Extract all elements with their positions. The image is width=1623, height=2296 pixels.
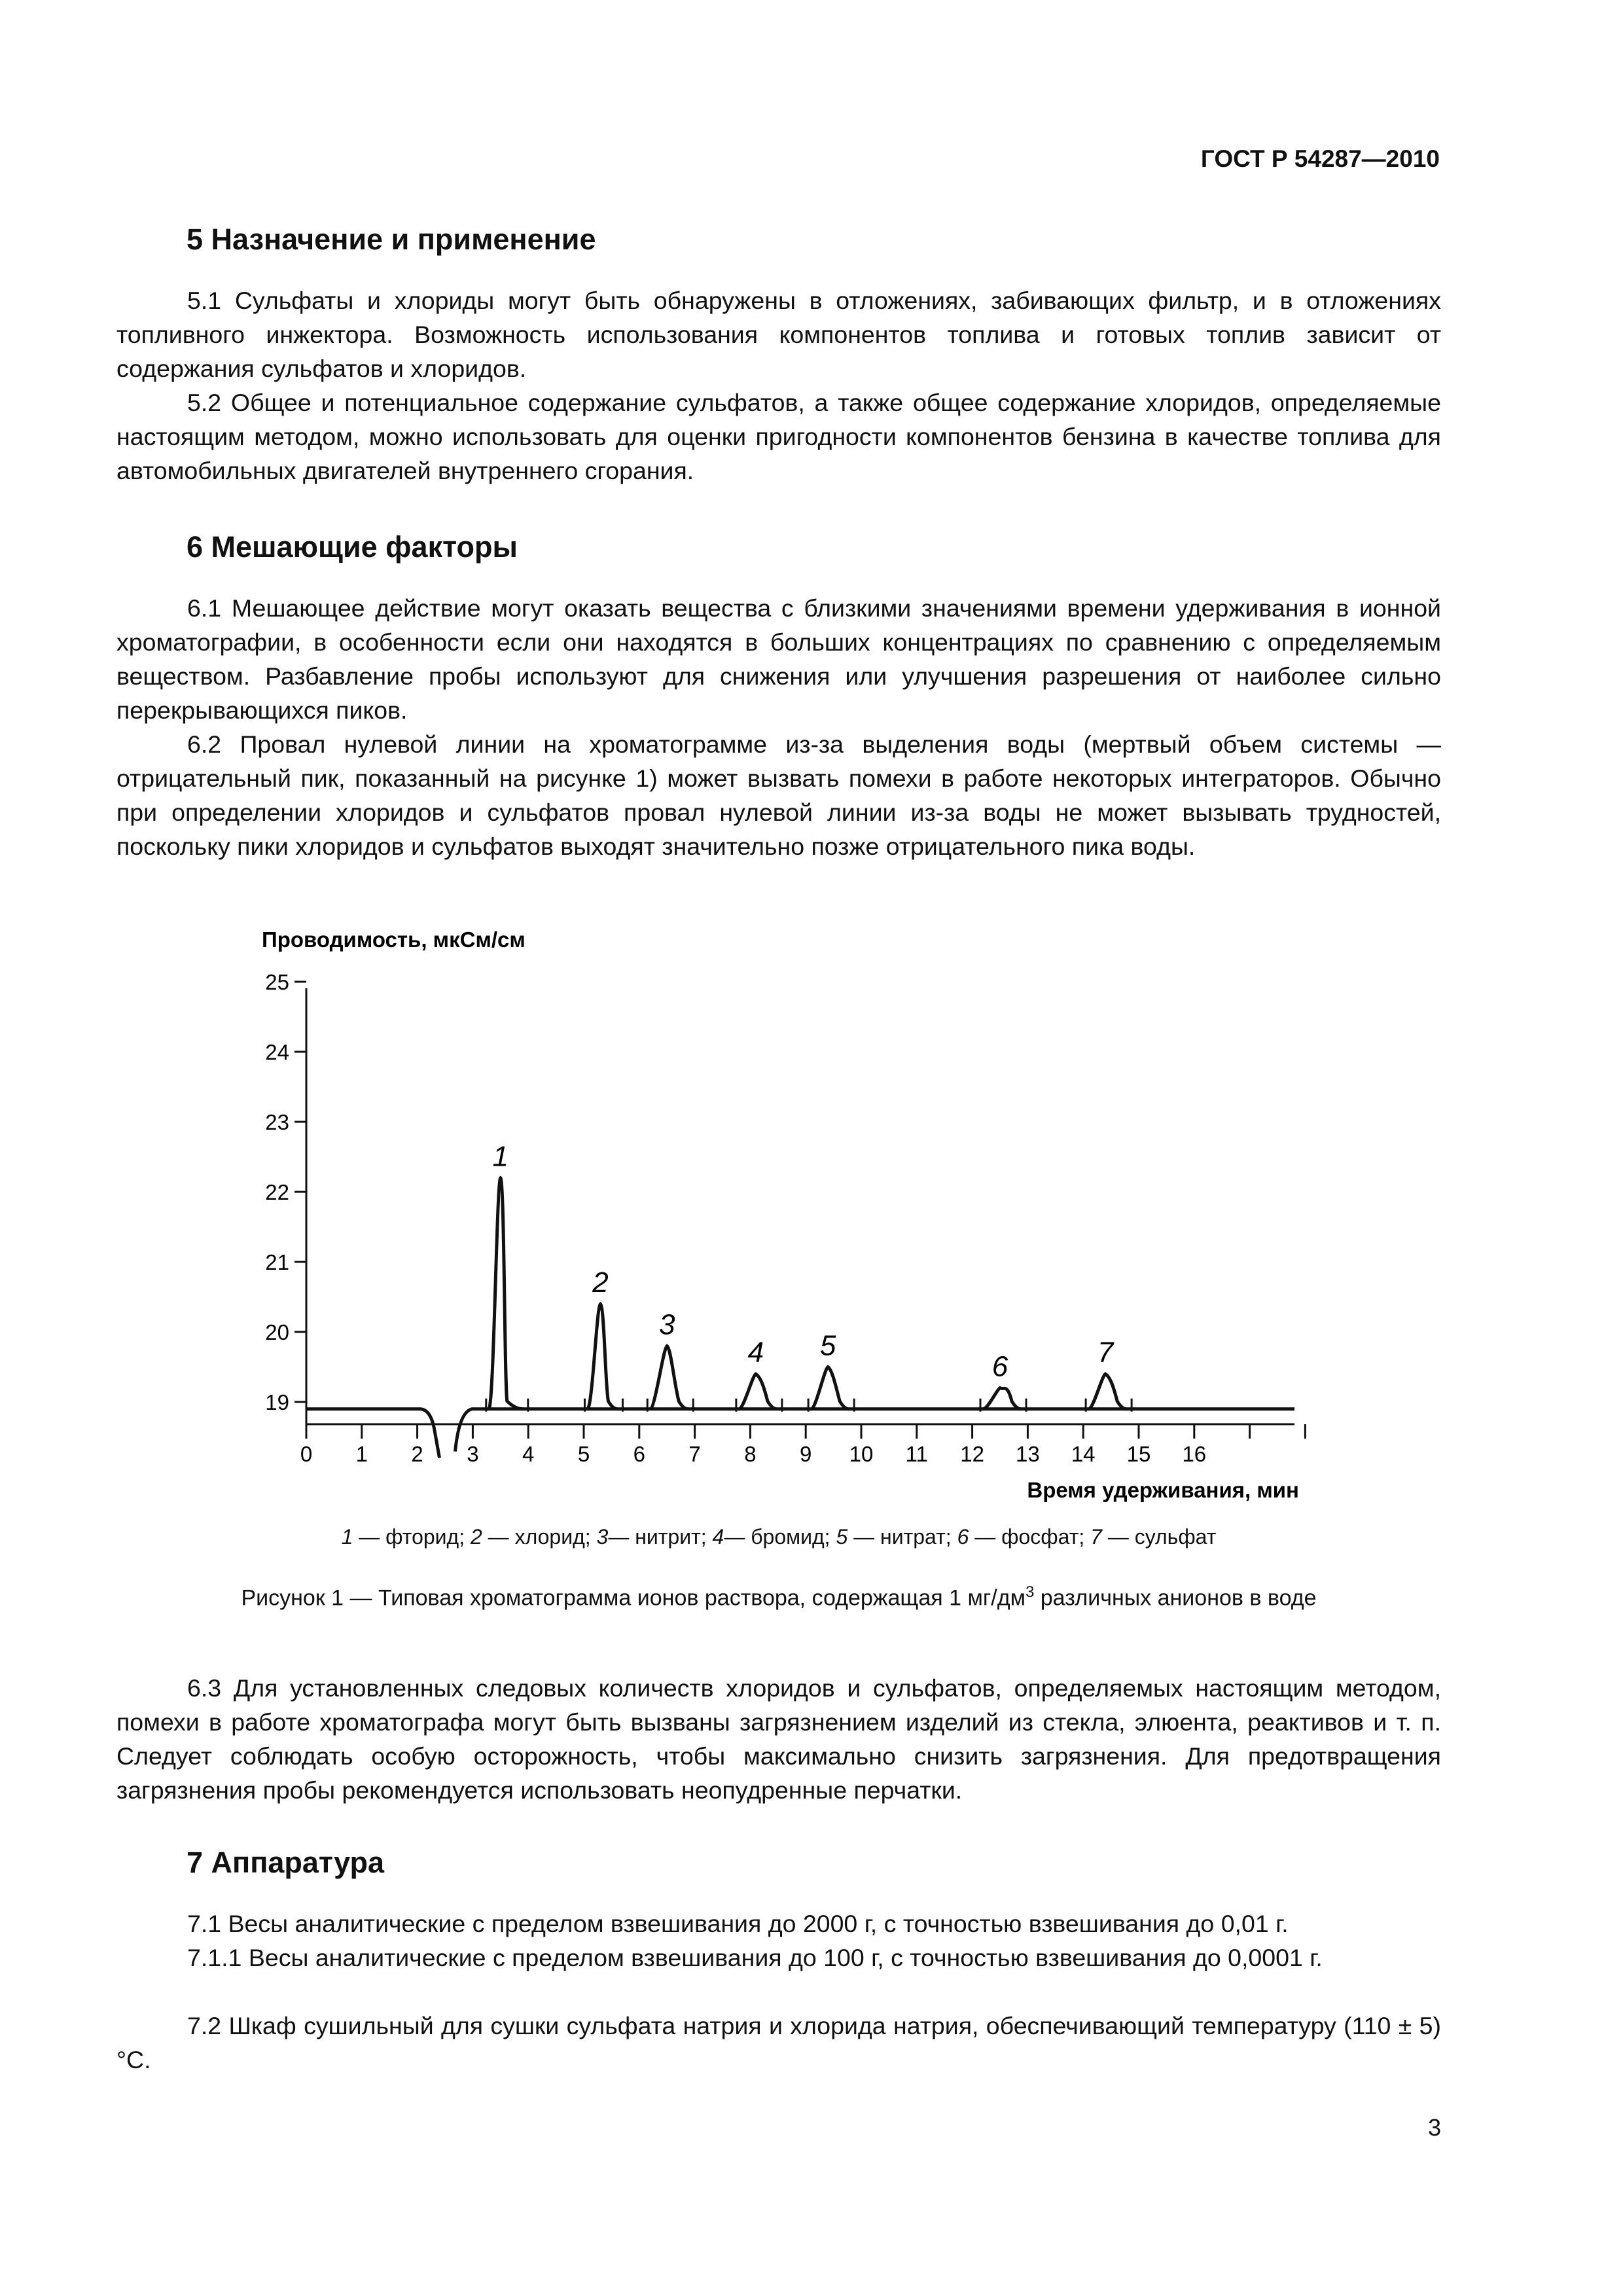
legend-text: — сульфат [1101, 1525, 1217, 1549]
x-tick-label: 11 [905, 1442, 928, 1466]
y-tick-label: 20 [265, 1320, 289, 1344]
x-tick-label: 4 [522, 1442, 535, 1466]
paragraph-6-3 [116, 1671, 1441, 1807]
x-tick-label: 1 [355, 1442, 368, 1466]
legend-number: 6 [957, 1525, 969, 1549]
peak-2 [587, 1304, 617, 1409]
paragraph-7-2 [116, 2009, 1441, 2077]
x-tick-label: 13 [1016, 1442, 1040, 1466]
peak-3 [650, 1346, 688, 1408]
legend-text: — нитрат; [847, 1525, 957, 1549]
y-tick-label: 24 [265, 1040, 289, 1064]
peak-6 [983, 1388, 1021, 1409]
x-tick-label: 16 [1182, 1442, 1207, 1466]
y-tick-label: 19 [265, 1390, 289, 1414]
legend-number: 7 [1090, 1525, 1102, 1549]
caption-text: Рисунок 1 — Типовая хроматограмма ионов раствора, содержащая 1 мг/дм [241, 1585, 1026, 1611]
y-tick-label: 22 [265, 1180, 289, 1204]
legend-text: — фосфат; [969, 1525, 1091, 1549]
x-tick-label: 2 [411, 1442, 423, 1466]
peak-4 [739, 1374, 777, 1409]
peak-label: 1 [492, 1140, 509, 1173]
section-6-title: 6 Мешающие факторы [187, 530, 518, 564]
x-tick-label: 0 [300, 1442, 313, 1466]
paragraph-7-1 [116, 1907, 1441, 1941]
y-tick-label: 23 [265, 1110, 289, 1134]
x-tick-label: 3 [467, 1442, 479, 1466]
peak-label: 2 [592, 1266, 609, 1299]
x-tick-label: 12 [960, 1442, 984, 1466]
peak-label: 6 [991, 1350, 1008, 1383]
paragraph-5-2-text: 5.2 Общее и потенциальное содержание сульфатов, а также общее содержание хлоридов, определяемые настоящим методом, можно использовать для оценки пригодности компонентов бензина в качестве топлива для автомобильных двигателей внутреннего сгорания. [116, 389, 1441, 484]
paragraph-6-2-text: 6.2 Провал нулевой линии на хроматограмме из-за выделения воды (мертвый объем системы — отрицательный пик, показанный на рисунке 1) может вызвать помехи в работе некоторых интеграторов. Обычно при определении хлоридов и сульфатов провал нулевой линии из-за воды не может вызывать трудностей, поскольку пики хлоридов и сульфатов выходят значительно позже отрицательного пика воды. [116, 730, 1441, 860]
paragraph-5-1-text: 5.1 Сульфаты и хлориды могут быть обнаружены в отложениях, забивающих фильтр, и в отложениях топливного инжектора. Возможность использования компонентов топлива и готовых топлив зависит от содержания сульфатов и хлоридов. [116, 287, 1441, 382]
x-tick-label: 7 [688, 1442, 701, 1466]
document-code: ГОСТ Р 54287—2010 [1200, 145, 1440, 172]
paragraph-7-2-text: 7.2 Шкаф сушильный для сушки сульфата натрия и хлорида натрия, обеспечивающий температуру (110 ± 5) °C. [116, 2012, 1441, 2073]
x-tick-label: 10 [849, 1442, 874, 1466]
legend-number: 4 [712, 1525, 724, 1549]
legend-number: 1 [341, 1525, 353, 1549]
peak-label: 7 [1097, 1336, 1114, 1369]
chromatogram-chart [0, 903, 1623, 1512]
x-tick-label: 8 [744, 1442, 757, 1466]
paragraph-7-1-1-text: 7.1.1 Весы аналитические с пределом взвешивания до 100 г, с точностью взвешивания до 0,0001 г. [187, 1944, 1323, 1971]
peak-label: 5 [819, 1329, 836, 1362]
peak-label: 3 [658, 1308, 675, 1341]
legend-number: 2 [470, 1525, 482, 1549]
paragraph-7-1-1 [116, 1941, 1441, 1975]
x-tick-label: 15 [1126, 1442, 1151, 1466]
page-number: 3 [1427, 2114, 1441, 2141]
y-tick-label: 25 [265, 970, 289, 994]
paragraph-5-2 [116, 386, 1441, 488]
x-tick-label: 5 [577, 1442, 590, 1466]
figure-caption [116, 1583, 1441, 1611]
y-axis-label: Проводимость, мкСм/см [262, 927, 526, 952]
peak-5 [811, 1367, 849, 1409]
caption-text-end: различных анионов в воде [1034, 1585, 1317, 1611]
x-tick-label: 9 [800, 1442, 812, 1466]
section-7-title: 7 Аппаратура [187, 1846, 385, 1879]
figure-legend [116, 1525, 1441, 1549]
x-tick-label: 14 [1071, 1442, 1096, 1466]
paragraph-6-2 [116, 727, 1441, 863]
legend-text: — нитрит; [608, 1525, 713, 1549]
paragraph-7-1-text: 7.1 Весы аналитические с пределом взвешивания до 2000 г, с точностью взвешивания до 0,01 г. [187, 1910, 1289, 1937]
legend-number: 3 [596, 1525, 609, 1549]
legend-text: — фторид; [353, 1525, 471, 1549]
paragraph-6-1-text: 6.1 Мешающее действие могут оказать вещества с близкими значениями времени удерживания в ионной хроматографии, в особенности если они находятся в больших концентрациях по сравнению с определяемым веществом. Разбавление пробы используют для снижения или улучшения разрешения от наиболее сильно перекрывающихся пиков. [116, 594, 1441, 724]
y-tick-label: 21 [265, 1250, 289, 1274]
peak-1 [489, 1178, 523, 1409]
paragraph-6-1 [116, 591, 1441, 727]
caption-superscript: 3 [1025, 1583, 1035, 1601]
legend-text: — бромид; [724, 1525, 836, 1549]
paragraph-5-1 [116, 283, 1441, 386]
x-tick-label: 6 [633, 1442, 645, 1466]
peak-7 [1088, 1374, 1126, 1409]
section-5-title: 5 Назначение и применение [187, 223, 596, 256]
peak-label: 4 [747, 1336, 764, 1369]
paragraph-6-3-text: 6.3 Для установленных следовых количеств хлоридов и сульфатов, определяемых настоящим методом, помехи в работе хроматографа могут быть вызваны загрязнением изделий из стекла, элюента, реактивов и т. п. Следует соблюдать особую осторожность, чтобы максимально снизить загрязнения. Для предотвращения загрязнения пробы рекомендуется использовать неопудренные перчатки. [116, 1674, 1441, 1804]
legend-number: 5 [836, 1525, 848, 1549]
x-axis-label: Время удерживания, мин [1027, 1478, 1299, 1502]
legend-text: — хлорид; [482, 1525, 597, 1549]
